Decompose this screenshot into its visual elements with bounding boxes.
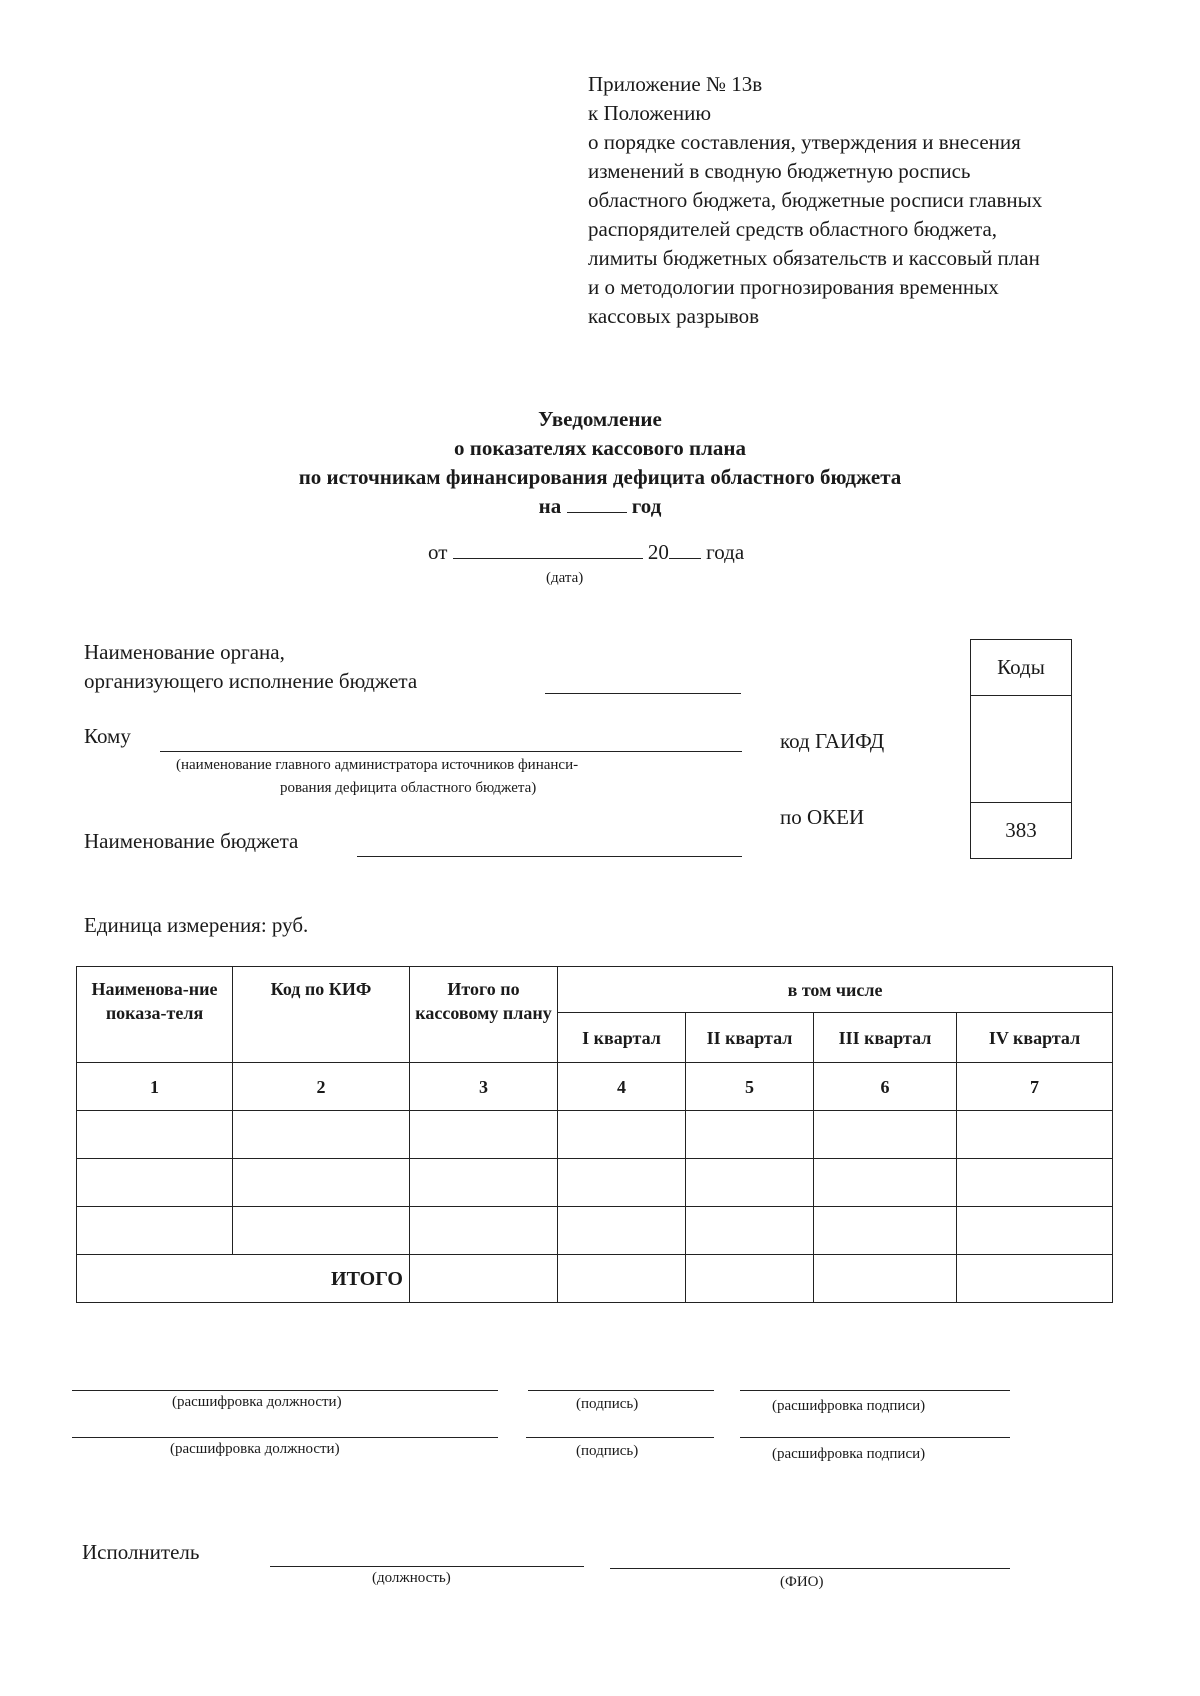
signature-decode-caption-2: (расшифровка подписи) (772, 1446, 926, 1462)
total-cell[interactable] (410, 1255, 558, 1303)
table-row (77, 1159, 1113, 1207)
table-cell[interactable] (814, 1159, 957, 1207)
col-number: 5 (686, 1063, 814, 1111)
code-gaifd-cell[interactable] (971, 696, 1072, 803)
table-cell[interactable] (233, 1159, 410, 1207)
table-cell[interactable] (233, 1111, 410, 1159)
date-line (428, 538, 744, 565)
table-cell[interactable] (957, 1207, 1113, 1255)
table-cell[interactable] (410, 1111, 558, 1159)
appendix-line: к Положению (588, 101, 712, 125)
col-header-q3: III квартал (814, 1013, 957, 1063)
total-label: ИТОГО (77, 1255, 410, 1303)
executor-name-line[interactable] (610, 1568, 1010, 1569)
to-label: Кому (84, 724, 131, 748)
year-prefix: на (538, 494, 562, 518)
col-header-total: Итого по кассовому плану (410, 967, 558, 1063)
appendix-note (588, 70, 1128, 331)
total-cell[interactable] (957, 1255, 1113, 1303)
okei-label: по ОКЕИ (780, 805, 865, 829)
appendix-line: изменений в сводную бюджетную роспись (588, 159, 971, 183)
col-header-kif-code: Код по КИФ (233, 967, 410, 1063)
date-century: 20 (647, 540, 669, 564)
table-cell[interactable] (77, 1159, 233, 1207)
table-cell[interactable] (233, 1207, 410, 1255)
okei-code-cell: 383 (971, 803, 1072, 859)
table-cell[interactable] (686, 1111, 814, 1159)
organ-field[interactable] (545, 693, 741, 694)
table-cell[interactable] (77, 1111, 233, 1159)
signature-decode-line-1[interactable] (740, 1390, 1010, 1391)
signature-decode-line-2[interactable] (740, 1437, 1010, 1438)
title-line-2: о показателях кассового плана (454, 436, 746, 460)
appendix-line: кассовых разрывов (588, 304, 760, 328)
position-caption-2: (расшифровка должности) (170, 1441, 340, 1457)
col-header-including: в том числе (558, 967, 1113, 1013)
appendix-line: лимиты бюджетных обязательств и кассовый план (588, 246, 1040, 270)
signature-caption-1: (подпись) (576, 1396, 639, 1412)
cash-plan-table (76, 966, 1113, 1303)
table-row (77, 1111, 1113, 1159)
position-line-1[interactable] (72, 1390, 498, 1391)
signature-line-1[interactable] (528, 1390, 714, 1391)
executor-name-caption: (ФИО) (780, 1574, 824, 1590)
title-line-3: по источникам финансирования дефицита областного бюджета (298, 465, 902, 489)
col-header-q4: IV квартал (957, 1013, 1113, 1063)
title-line-1: Уведомление (538, 407, 662, 431)
table-cell[interactable] (410, 1159, 558, 1207)
date-caption: (дата) (546, 570, 584, 586)
col-header-name: Наименова-ние показа-теля (77, 967, 233, 1063)
table-cell[interactable] (686, 1207, 814, 1255)
position-caption-1: (расшифровка должности) (172, 1394, 342, 1410)
appendix-line: распорядителей средств областного бюджета, (588, 217, 998, 241)
budget-label: Наименование бюджета (84, 829, 299, 853)
table-cell[interactable] (957, 1111, 1113, 1159)
table-cell[interactable] (957, 1159, 1113, 1207)
total-cell[interactable] (558, 1255, 686, 1303)
col-number: 4 (558, 1063, 686, 1111)
table-cell[interactable] (558, 1111, 686, 1159)
total-cell[interactable] (686, 1255, 814, 1303)
col-number: 3 (410, 1063, 558, 1111)
signature-line-2[interactable] (526, 1437, 714, 1438)
code-gaifd-label: код ГАИФД (780, 729, 885, 753)
executor-position-line[interactable] (270, 1566, 584, 1567)
col-number: 1 (77, 1063, 233, 1111)
total-row (77, 1255, 1113, 1303)
to-field[interactable] (160, 751, 742, 752)
table-cell[interactable] (814, 1111, 957, 1159)
year-suffix: год (631, 494, 662, 518)
year-digits-field[interactable] (669, 538, 701, 559)
codes-table (970, 639, 1072, 859)
table-cell[interactable] (558, 1159, 686, 1207)
signature-decode-caption-1: (расшифровка подписи) (772, 1398, 926, 1414)
codes-header: Коды (971, 640, 1072, 696)
budget-field[interactable] (357, 856, 742, 857)
year-field[interactable] (567, 492, 627, 513)
appendix-line: о порядке составления, утверждения и внесения (588, 130, 1021, 154)
appendix-line: областного бюджета, бюджетные росписи главных (588, 188, 1043, 212)
appendix-line: Приложение № 13в (588, 72, 763, 96)
total-cell[interactable] (814, 1255, 957, 1303)
col-header-q2: II квартал (686, 1013, 814, 1063)
col-header-q1: I квартал (558, 1013, 686, 1063)
unit-label: Единица измерения: руб. (84, 913, 309, 937)
organ-label-2: организующего исполнение бюджета (84, 669, 418, 693)
executor-label: Исполнитель (82, 1540, 200, 1564)
col-number: 2 (233, 1063, 410, 1111)
table-cell[interactable] (686, 1159, 814, 1207)
date-prefix: от (428, 540, 448, 564)
organ-label-1: Наименование органа, (84, 640, 285, 664)
document-title (0, 405, 1200, 521)
table-row (77, 1207, 1113, 1255)
signature-caption-2: (подпись) (576, 1443, 639, 1459)
date-suffix: года (706, 540, 745, 564)
table-cell[interactable] (558, 1207, 686, 1255)
table-cell[interactable] (77, 1207, 233, 1255)
to-caption-1: (наименование главного администратора источников финанси- (176, 757, 579, 773)
executor-position-caption: (должность) (372, 1570, 451, 1586)
to-caption-2: рования дефицита областного бюджета) (280, 780, 537, 796)
col-number: 6 (814, 1063, 957, 1111)
table-cell[interactable] (814, 1207, 957, 1255)
position-line-2[interactable] (72, 1437, 498, 1438)
date-field[interactable] (453, 538, 643, 559)
appendix-line: и о методологии прогнозирования временных (588, 275, 999, 299)
title-year-line (0, 492, 1200, 521)
table-cell[interactable] (410, 1207, 558, 1255)
col-number: 7 (957, 1063, 1113, 1111)
